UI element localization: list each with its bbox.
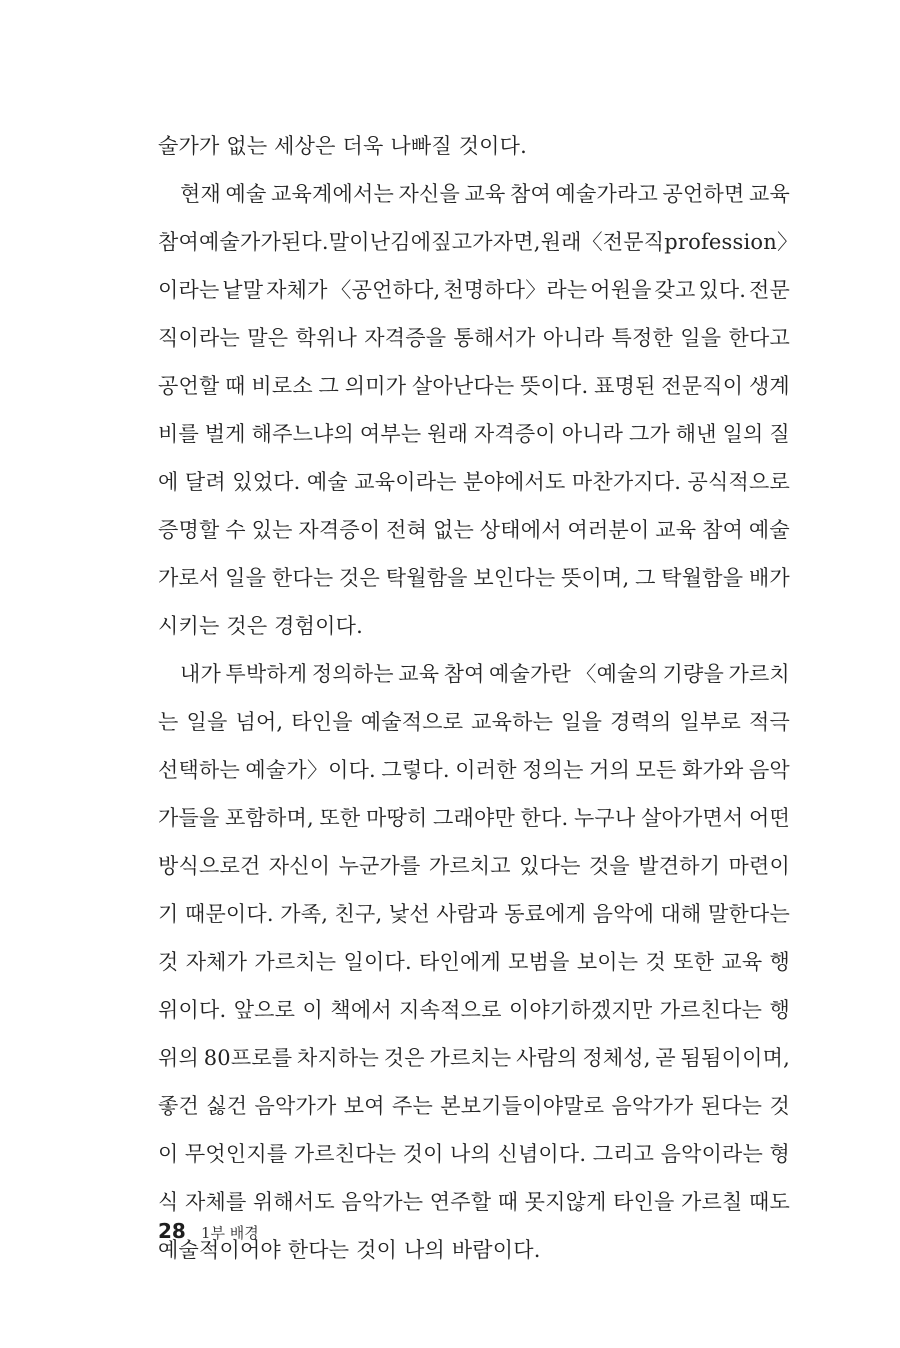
text-line: 직이라는 말은 학위나 자격증을 통해서가 아니라 특정한 일을 한다고 <box>158 326 790 350</box>
text-line: 시키는 것은 경험이다. <box>158 614 363 638</box>
text-line: 방식으로건 자신이 누군가를 가르치고 있다는 것을 발견하기 마련이 <box>158 854 790 878</box>
text-line: 현재 예술 교육계에서는 자신을 교육 참여 예술가라고 공언하면 교육 <box>180 182 790 206</box>
text-line: 증명할 수 있는 자격증이 전혀 없는 상태에서 여러분이 교육 참여 예술 <box>158 518 790 542</box>
text-line: 내가 투박하게 정의하는 교육 참여 예술가란 〈예술의 기량을 가르치 <box>180 662 790 686</box>
text-line: 것 자체가 가르치는 일이다. 타인에게 모범을 보이는 것 또한 교육 행 <box>158 950 790 974</box>
text-line: 가로서 일을 한다는 것은 탁월함을 보인다는 뜻이며, 그 탁월함을 배가 <box>158 566 790 590</box>
text-line: 공언할 때 비로소 그 의미가 살아난다는 뜻이다. 표명된 전문직이 생계 <box>158 374 790 398</box>
page-footer <box>158 1216 259 1246</box>
text-line: 술가가 없는 세상은 더욱 나빠질 것이다. <box>158 134 528 158</box>
text-line: 는 일을 넘어, 타인을 예술적으로 교육하는 일을 경력의 일부로 적극 <box>158 710 790 734</box>
text-line: 위이다. 앞으로 이 책에서 지속적으로 이야기하겠지만 가르친다는 행 <box>158 998 790 1022</box>
text-line: 기 때문이다. 가족, 친구, 낯선 사람과 동료에게 음악에 대해 말한다는 <box>158 902 790 926</box>
text-line: 참여 예술가가 된다. 말이 난 김에 짚고 가자면, 원래 〈전문직profession〉 <box>158 230 799 254</box>
page-number: 28 <box>158 1219 186 1243</box>
text-line: 이 무엇인지를 가르친다는 것이 나의 신념이다. 그리고 음악이라는 형 <box>158 1142 790 1166</box>
text-line: 식 자체를 위해서도 음악가는 연주할 때 못지않게 타인을 가르칠 때도 <box>158 1190 790 1214</box>
text-line: 가들을 포함하며, 또한 마땅히 그래야만 한다. 누구나 살아가면서 어떤 <box>158 806 790 830</box>
text-line: 이라는 낱말 자체가 〈공언하다, 천명하다〉라는 어원을 갖고 있다. 전문 <box>158 278 790 302</box>
text-line: 비를 벌게 해주느냐의 여부는 원래 자격증이 아니라 그가 해낸 일의 질 <box>158 422 790 446</box>
section-label: 1부 배경 <box>200 1224 259 1242</box>
text-line: 에 달려 있었다. 예술 교육이라는 분야에서도 마찬가지다. 공식적으로 <box>158 470 790 494</box>
text-line: 선택하는 예술가〉이다. 그렇다. 이러한 정의는 거의 모든 화가와 음악 <box>158 758 790 782</box>
text-line: 좋건 싫건 음악가가 보여 주는 본보기들이야말로 음악가가 된다는 것 <box>158 1094 790 1118</box>
text-line: 예술적이어야 한다는 것이 나의 바람이다. <box>158 1238 541 1262</box>
text-line: 위의 80프로를 차지하는 것은 가르치는 사람의 정체성, 곧 됨됨이이며, <box>158 1046 790 1070</box>
